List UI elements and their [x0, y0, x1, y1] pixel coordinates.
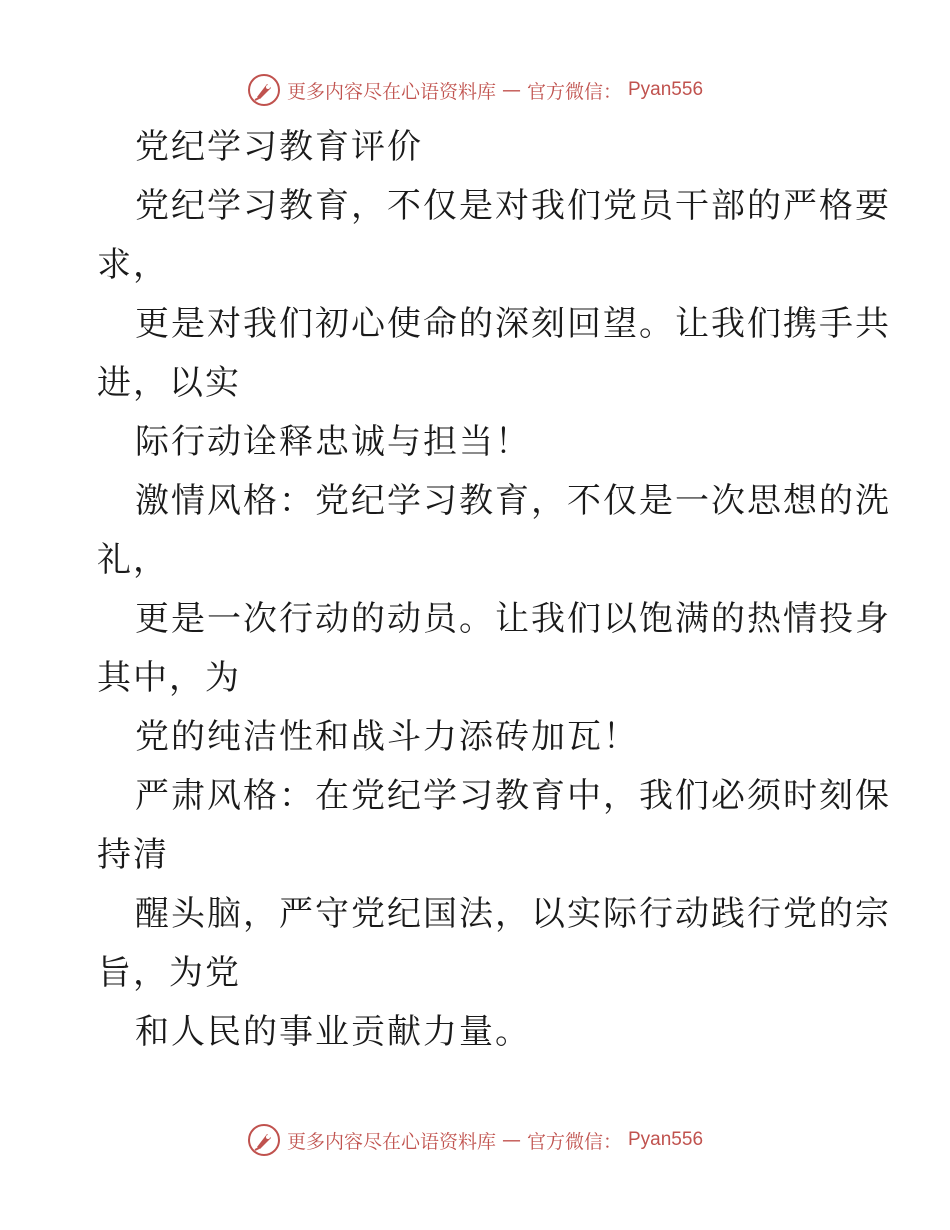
pen-nib-logo-icon	[247, 73, 281, 107]
header-wechat-label: 官方微信：	[526, 80, 622, 103]
footer-dash: —	[501, 1129, 521, 1151]
paragraph-line: 严肃风格：在党纪学习教育中，我们必须时刻保	[135, 776, 891, 816]
footer-wechat-id: Pyan556	[628, 1129, 704, 1150]
header-wechat-id: Pyan556	[628, 79, 704, 100]
footer-wechat-label: 官方微信：	[526, 1130, 622, 1153]
paragraph-line: 进，以实	[97, 363, 241, 403]
footer-site-text: 更多内容尽在心语资料库	[286, 1130, 496, 1153]
paragraph-line: 求，	[97, 245, 169, 285]
paragraph-line: 其中，为	[97, 658, 241, 698]
document-body	[97, 118, 891, 1062]
paragraph-line: 际行动诠释忠诚与担当！	[135, 422, 531, 462]
paragraph-line: 醒头脑，严守党纪国法，以实际行动践行党的宗	[135, 894, 891, 934]
footer-banner	[0, 1120, 950, 1160]
paragraph-line: 更是一次行动的动员。让我们以饱满的热情投身	[135, 599, 891, 639]
paragraph-line: 持清	[97, 835, 169, 875]
paragraph-line: 激情风格：党纪学习教育，不仅是一次思想的洗	[135, 481, 891, 521]
paragraph-line: 更是对我们初心使命的深刻回望。让我们携手共	[135, 304, 891, 344]
document-title: 党纪学习教育评价	[135, 127, 423, 167]
header-site-text: 更多内容尽在心语资料库	[286, 80, 496, 103]
header-banner	[0, 70, 950, 110]
paragraph-line: 党的纯洁性和战斗力添砖加瓦！	[135, 717, 639, 757]
paragraph-line: 旨，为党	[97, 953, 241, 993]
paragraph-line: 党纪学习教育，不仅是对我们党员干部的严格要	[135, 186, 891, 226]
paragraph-line: 礼，	[97, 540, 169, 580]
paragraph-line: 和人民的事业贡献力量。	[135, 1012, 531, 1052]
header-dash: —	[501, 79, 521, 101]
pen-nib-logo-icon	[247, 1123, 281, 1157]
